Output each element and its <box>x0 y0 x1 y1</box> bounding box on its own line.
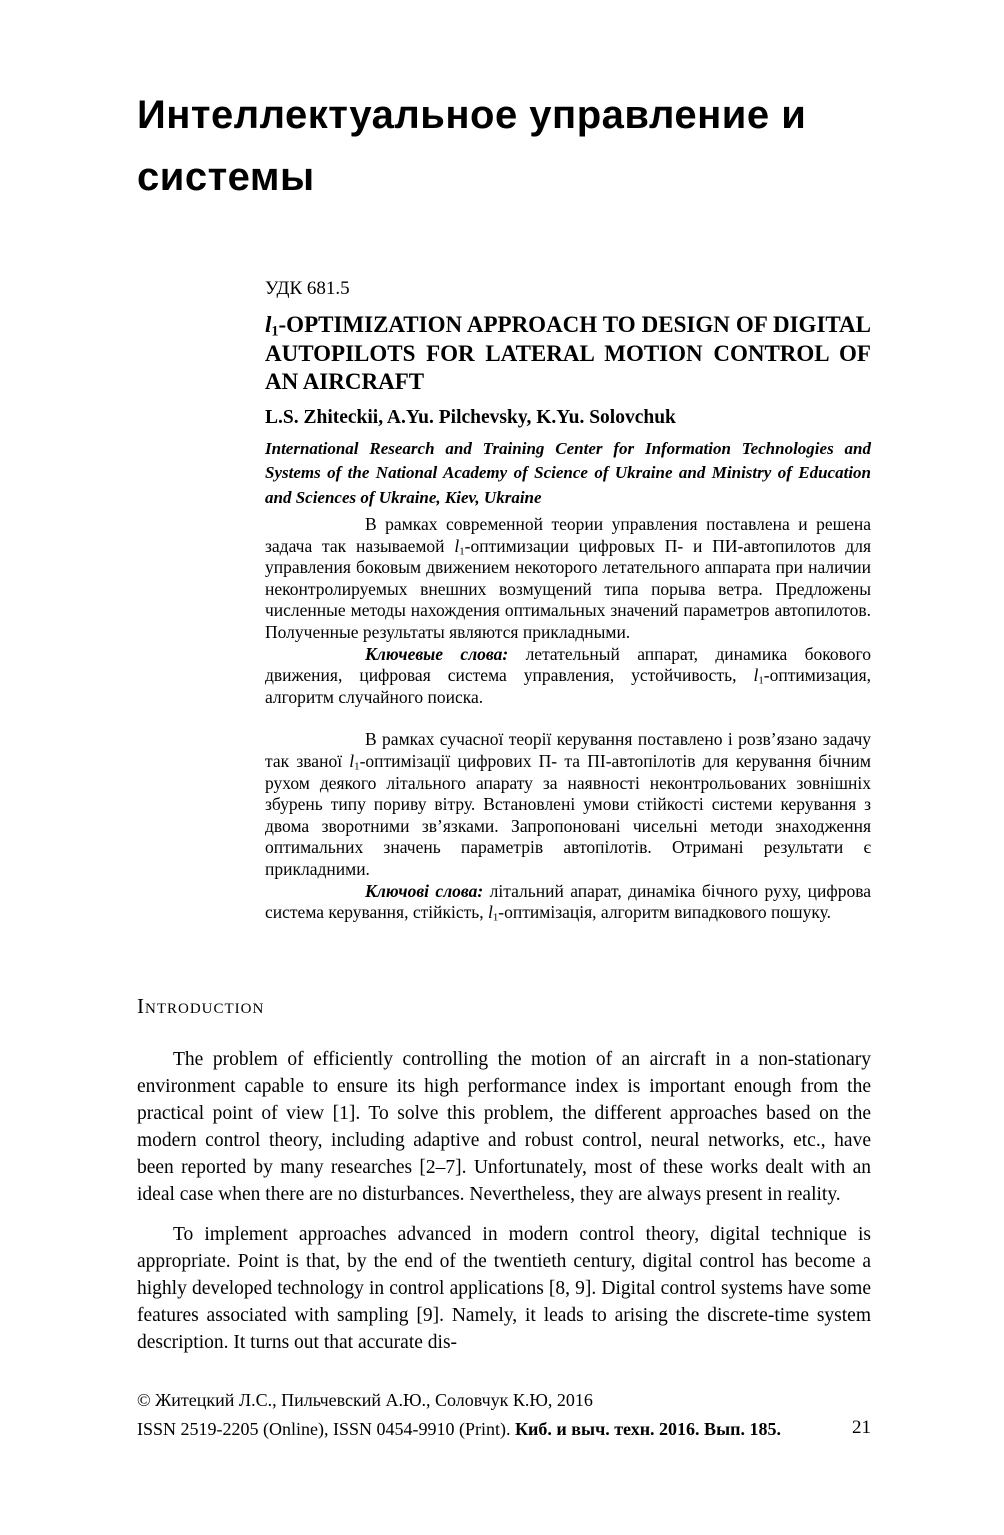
abstract-ru-l-symbol: l <box>454 535 460 556</box>
article-head <box>265 278 871 924</box>
keywords-ru-text-cont: -оптимизация, алгоритм случайного поиска. <box>265 665 871 707</box>
title-l-subscript: 1 <box>271 323 279 340</box>
article-title-text: -OPTIMIZATION APPROACH TO DESIGN OF DIGITAL AUTOPILOTS FOR LATERAL MOTION CONTROL OF AN AIRCRAFT <box>265 312 871 394</box>
keywords-ua-l-subscript: 1 <box>492 911 499 924</box>
keywords-ua-text: літальний апарат, динаміка бічного руху, цифрова система керування, стійкість, <box>265 880 871 923</box>
keywords-ru-l-subscript: 1 <box>758 674 764 687</box>
title-l-symbol: l <box>265 312 272 337</box>
keywords-ua-text-cont: -оптимізація, алгоритм випадкового пошуку. <box>498 902 832 923</box>
introduction-heading: Introduction <box>137 994 265 1018</box>
abstract-russian <box>265 514 871 644</box>
keywords-ru-text: летательный аппарат, динамика бокового движения, цифровая система управления, устойчивость, <box>265 643 871 686</box>
abstract-ua-l-symbol: l <box>349 750 355 771</box>
issn-line <box>137 1415 871 1444</box>
introduction-paragraph-2: To implement approaches advanced in modern control theory, digital technique is appropriate. Point is that, by the end of the twentieth century, digital control has become a highly developed technology in control applications [8, 9]. Digital control systems have some features associated with sampling [9]. Namely, it leads to arising the discrete-time system description. It turns out that accurate dis- <box>137 1224 871 1353</box>
section-heading-line-1: Интеллектуальное управление и <box>137 93 807 137</box>
keywords-ua-label: Ключові слова: <box>365 880 484 901</box>
abstract-ua-text: В рамках сучасної теорії керування поставлено і розв’язано задачу так званої <box>265 729 871 771</box>
section-heading <box>137 84 897 208</box>
authors-line: L.S. Zhiteckii, A.Yu. Pilchevsky, K.Yu. Solovchuk <box>265 406 676 428</box>
introduction-section <box>137 993 871 1356</box>
article-title <box>265 311 871 397</box>
udc-label: УДК 681.5 <box>265 278 350 299</box>
abstract-ua-l-subscript: 1 <box>354 760 360 773</box>
issn-text: ISSN 2519-2205 (Online), ISSN 0454-9910 (Print). <box>137 1418 515 1439</box>
page-number: 21 <box>852 1417 871 1438</box>
keywords-ukrainian <box>265 881 871 924</box>
keywords-ru-l-symbol: l <box>753 665 759 686</box>
abstract-ru-text-cont: -оптимизации цифровых П- и ПИ-автопилотов для управления боковым движением некоторого летательного аппарата при наличии неконтролируемых внешних возмущений типа порыва ветра. Предложены численные методы нахождения оптимальных значений параметров автопилотов. Полученные результаты являются прикладными. <box>265 535 871 642</box>
keywords-ru-label: Ключевые слова: <box>365 643 509 664</box>
abstract-ukrainian <box>265 729 871 880</box>
page-footer <box>137 1386 871 1443</box>
introduction-paragraph-1: The problem of efficiently controlling the motion of an aircraft in a non-stationary environment capable to ensure its high performance index is important enough from the practical point of view [1]. To solve this problem, the different approaches based on the modern control theory, including adaptive and robust control, neural networks, etc., have been reported by many researches [2–7]. Unfortunately, most of these works dealt with an ideal case when there are no disturbances. Nevertheless, they are always present in reality. <box>137 1049 871 1205</box>
copyright-line: © Житецкий Л.С., Пильчевский А.Ю., Соловчук К.Ю, 2016 <box>137 1390 593 1410</box>
keywords-ua-l-symbol: l <box>488 902 493 923</box>
affiliation: International Research and Training Center for Information Technologies and Systems of the National Academy of Science of Ukraine and Ministry of Education and Sciences of Ukraine, Kiev, Ukraine <box>265 438 871 507</box>
section-heading-line-2: системы <box>137 155 315 199</box>
journal-reference: Киб. и выч. техн. 2016. Вып. 185. <box>515 1418 781 1439</box>
abstract-ua-text-cont: -оптимізації цифрових П- та ПІ-автопілотів для керування бічним рухом деякого літального апарату за наявності неконтрольованих зовнішніх збурень типу пориву вітру. Встановлені умови стійкості системи керування з двома зворотними зв’язками. Запропоновані чисельні методи знаходження оптимальних значень параметрів автопілотів. Отримані результати є прикладними. <box>265 750 871 879</box>
abstract-ru-text: В рамках современной теории управления поставлена и решена задача так называемой <box>265 514 871 556</box>
abstract-ru-l-subscript: 1 <box>459 545 465 558</box>
keywords-russian <box>265 644 871 709</box>
